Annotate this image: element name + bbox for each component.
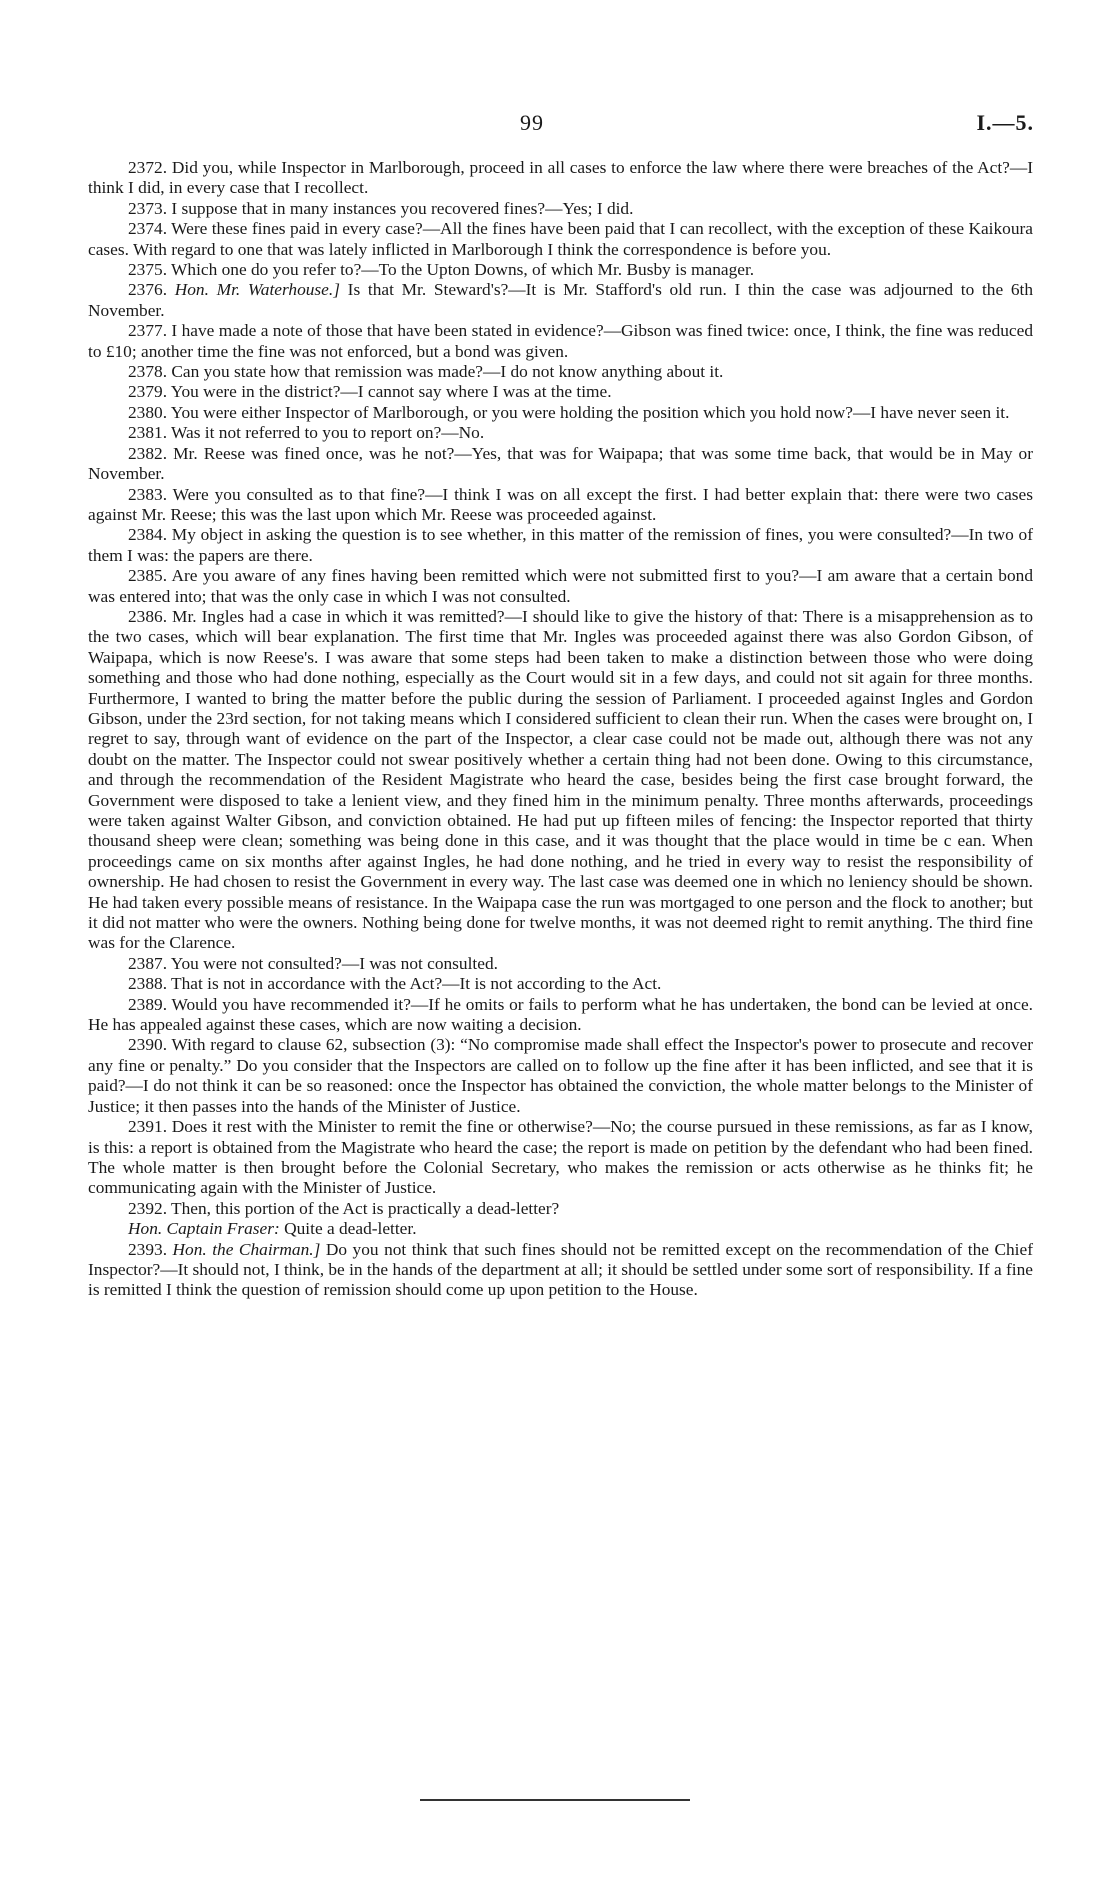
paragraph: 2377. I have made a note of those that have been stated in evidence?—Gibson was fined twice: once, I think, the fine was reduced to £10; another time the fine was not enforced, but a bond was given. — [88, 321, 1033, 361]
paragraph: Hon. Captain Fraser: Quite a dead-letter. — [128, 1219, 417, 1239]
paragraph: 2390. With regard to clause 62, subsection (3): “No compromise made shall effect the Inspector's power to prosecute and recover any fine or penalty.” Do you consider that the Inspectors are called on to follow up the fine after it has been inflicted, and see that it is paid?—I do not think it can be so reasoned: once the Inspector has obtained the conviction, the whole matter belongs to the Minister of Justice; it then passes into the hands of the Minister of Justice. — [88, 1035, 1033, 1116]
paragraph: 2384. My object in asking the question is to see whether, in this matter of the remission of fines, you were consulted?—In two of them I was: the papers are there. — [88, 525, 1033, 565]
paragraph: 2375. Which one do you refer to?—To the Upton Downs, of which Mr. Busby is manager. — [128, 260, 755, 280]
page-number: 99 — [520, 110, 544, 135]
paragraph: 2376. Hon. Mr. Waterhouse.] Is that Mr. Steward's?—It is Mr. Stafford's old run. I thin the case was adjourned to the 6th November. — [88, 280, 1034, 320]
paragraph: 2387. You were not consulted?—I was not consulted. — [128, 953, 498, 973]
paragraph: 2391. Does it rest with the Minister to remit the fine or otherwise?—No; the course pursued in these remissions, as far as I know, is this: a report is obtained from the Magistrate who heard the case; the report is made on petition by the defendant who had been fined. The whole matter is then brought before the Colonial Secretary, who makes the remission or acts otherwise as he thinks fit; he communicating again with the Minister of Justice. — [88, 1117, 1033, 1198]
paragraph: 2388. That is not in accordance with the Act?—It is not according to the Act. — [128, 974, 662, 994]
closing-rule — [420, 1799, 690, 1801]
evidence-text — [88, 158, 1033, 1301]
paragraph: 2374. Were these fines paid in every case?—All the fines have been paid that I can recollect, with the exception of these Kaikoura cases. With regard to one that was lately inflicted in Marlborough I think the correspondence is before you. — [88, 219, 1033, 259]
paragraph: 2372. Did you, while Inspector in Marlborough, proceed in all cases to enforce the law where there were breaches of the Act?—I think I did, in every case that I recollect. — [88, 158, 1033, 198]
paragraph: 2381. Was it not referred to you to report on?—No. — [128, 423, 485, 443]
page-header — [0, 110, 1114, 140]
paragraph: 2386. Mr. Ingles had a case in which it was remitted?—I should like to give the history of that: There is a misapprehension as to the two cases, which will bear explanation. The first time that Mr. Ingles was proceeded against there was also Gordon Gibson, of Waipapa, which is now Reese's. I was aware that some steps had been taken to make a distinction between those who were doing something and those who had done nothing, especially as the Court would sit in a few days, and could not sit again for three months. Furthermore, I wanted to bring the matter before the public during the session of Parliament. I proceeded against Ingles and Gordon Gibson, under the 23rd section, for not taking means which I considered sufficient to clean their run. When the cases were brought on, I regret to say, through want of evidence on the part of the Inspector, a clear case could not be made out, although there was not any doubt on the matter. The Inspector could not swear positively whether a certain thing had not been done. Owing to this circumstance, and through the recommendation of the Resident Magistrate who heard the case, besides being the first case brought forward, the Government were disposed to take a lenient view, and they fined him in the minimum penalty. Three months afterwards, proceedings were taken against Walter Gibson, and conviction obtained. He had put up fifteen miles of fencing: the Inspector reported that thirty thousand sheep were clean; something was being done in this case, and it was thought that the place would in time be c ean. When proceedings came on six months after against Ingles, he had done nothing, and he tried in every way to resist the responsibility of ownership. He had chosen to resist the Government in every way. The last case was deemed one in which no leniency should be shown. He had taken every possible means of resistance. In the Waipapa case the run was mortgaged to one person and the flock to another; but it did not matter who were the owners. Nothing being done for twelve months, it was not deemed right to remit anything. The third fine was for the Clarence. — [88, 606, 1033, 953]
sheet-reference: I.—5. — [976, 110, 1034, 135]
paragraph: 2392. Then, this portion of the Act is practically a dead-letter? — [128, 1198, 560, 1218]
speaker-label: Hon. Mr. Waterhouse.] — [174, 280, 340, 300]
paragraph: 2389. Would you have recommended it?—If he omits or fails to perform what he has undertaken, the bond can be levied at once. He has appealed against these cases, which are now waiting a decision. — [88, 994, 1033, 1035]
paragraph: 2373. I suppose that in many instances you recovered fines?—Yes; I did. — [128, 198, 634, 218]
paragraph: 2383. Were you consulted as to that fine?—I think I was on all except the first. I had better explain that: there were two cases against Mr. Reese; this was the last upon which Mr. Reese was proceeded against. — [88, 484, 1033, 524]
paragraph: 2379. You were in the district?—I cannot say where I was at the time. — [128, 382, 612, 402]
paragraph: 2385. Are you aware of any fines having been remitted which were not submitted first to you?—I am aware that a certain bond was entered into; that was the only case in which I was not consulted. — [88, 566, 1033, 606]
paragraph: 2378. Can you state how that remission was made?—I do not know anything about it. — [128, 362, 724, 382]
speaker-label: Hon. Captain Fraser: — [128, 1219, 280, 1239]
paragraph: 2393. Hon. the Chairman.] Do you not think that such fines should not be remitted except on the recommendation of the Chief Inspector?—It should not, I think, be in the hands of the department at all; it should be settled under some sort of responsibility. If a fine is remitted I think the question of remission should come up upon petition to the House. — [88, 1239, 1033, 1300]
paragraph: 2380. You were either Inspector of Marlborough, or you were holding the position which you hold now?—I have never seen it. — [128, 402, 1010, 422]
speaker-label: Hon. the Chairman.] — [172, 1239, 321, 1259]
paragraph: 2382. Mr. Reese was fined once, was he not?—Yes, that was for Waipapa; that was some time back, that would be in May or November. — [88, 443, 1033, 484]
